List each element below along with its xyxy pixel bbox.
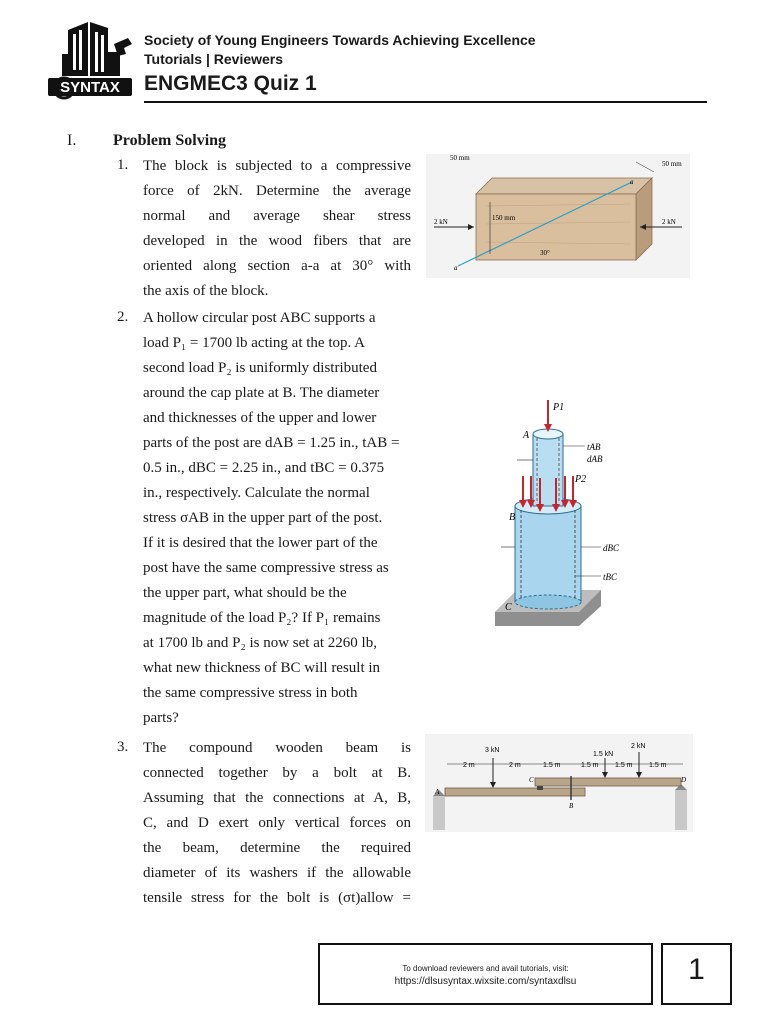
dim-label: 1.5 m <box>543 762 561 769</box>
dim-label: 2 m <box>463 762 475 769</box>
load-3kn-label: 3 kN <box>485 747 500 754</box>
dim-label: 2 m <box>509 762 521 769</box>
label-dab: dAB <box>587 454 603 464</box>
problem-2-line: the upper part, what should be the <box>143 585 347 601</box>
problem-2-line: parts? <box>143 710 179 726</box>
dim-width-label: 50 mm <box>450 154 470 162</box>
problem-3-line: diameter of its washers if the allowable <box>143 865 411 881</box>
problem-1-line: the axis of the block. <box>143 283 269 299</box>
problem-1-line: oriented along section a-a at 30° with <box>143 258 411 274</box>
problem-3-text <box>143 736 411 911</box>
dim-label: 1.5 m <box>649 762 667 769</box>
problem-1-text <box>143 154 411 304</box>
problem-1-line: The block is subjected to a compressive <box>143 158 411 174</box>
dim-height-label: 150 mm <box>492 214 516 222</box>
problem-1-figure <box>426 154 690 278</box>
problem-2-line: magnitude of the load P₂? If P₁ remains <box>143 610 381 626</box>
problem-3-line: C, and D exert only vertical forces on <box>143 815 411 831</box>
problem-3-line: the beam, determine the required <box>143 840 411 856</box>
footer-note: To download reviewers and avail tutorials, visit: <box>402 964 569 973</box>
problem-2-text <box>143 306 411 731</box>
label-b: B <box>569 802 574 810</box>
problem-1-line: force of 2kN. Determine the average <box>143 183 411 199</box>
problem-2-line: the same compressive stress in both <box>143 685 358 701</box>
label-p2: P2 <box>575 474 587 485</box>
section-title: Problem Solving <box>113 132 227 149</box>
label-d: D <box>681 776 687 784</box>
section-label-a: a <box>454 264 458 272</box>
force-left-label: 2 kN <box>434 218 448 226</box>
problem-2-line: 0.5 in., dBC = 2.25 in., and tBC = 0.375 <box>143 460 385 476</box>
problem-2-line: what new thickness of BC will result in <box>143 660 381 676</box>
label-a: A <box>435 788 440 796</box>
problem-2-line: If it is desired that the lower part of the <box>143 535 378 551</box>
problem-2-line: parts of the post are dAB = 1.25 in., tAB = <box>143 435 400 451</box>
problem-2-line: load P₁ = 1700 lb acting at the top. A <box>143 335 365 351</box>
load-2kn-label: 2 kN <box>631 743 646 750</box>
dim-label: 1.5 m <box>615 762 633 769</box>
label-tbc: tBC <box>603 572 618 582</box>
problem-2-figure <box>493 394 641 630</box>
label-c: C <box>505 602 512 613</box>
label-c: C <box>529 776 534 784</box>
angle-label: 30° <box>540 249 550 257</box>
problem-3-line: tensile stress for the bolt is (σt)allow = <box>143 890 411 906</box>
problem-1-number: 1. <box>117 157 129 173</box>
syntax-logo <box>44 18 136 104</box>
dim-label: 1.5 m <box>581 762 599 769</box>
page-title: ENGMEC3 Quiz 1 <box>144 72 317 95</box>
label-b: B <box>509 512 516 523</box>
label-dbc: dBC <box>603 543 620 553</box>
problem-3-line: The compound wooden beam is <box>143 740 411 756</box>
problem-2-line: and thicknesses of the upper and lower <box>143 410 377 426</box>
dim-width-label: 50 mm <box>662 160 682 168</box>
label-a: A <box>523 430 530 441</box>
problem-3-line: Assuming that the connections at A, B, <box>143 790 411 806</box>
problem-2-line: post have the same compressive stress as <box>143 560 389 576</box>
logo-text: SYNTAX <box>60 79 120 96</box>
problem-2-number: 2. <box>117 309 129 325</box>
problem-1-line: developed in the wood fibers that are <box>143 233 411 249</box>
section-label-a: a <box>630 178 634 186</box>
header-subtitle: Tutorials | Reviewers <box>144 51 284 67</box>
syntax-logo-graphic <box>44 18 136 104</box>
footer-url[interactable]: https://dlsusyntax.wixsite.com/syntaxdlsu <box>394 976 577 987</box>
footer-box <box>318 943 653 1005</box>
problem-2-line: second load P₂ is uniformly distributed <box>143 360 377 376</box>
problem-2-line: around the cap plate at B. The diameter <box>143 385 380 401</box>
force-right-label: 2 kN <box>662 218 676 226</box>
label-tab: tAB <box>587 442 601 452</box>
problem-3-figure <box>425 734 693 832</box>
problem-2-line: in., respectively. Calculate the normal <box>143 485 370 501</box>
header-rule <box>144 101 707 103</box>
label-p1: P1 <box>553 402 565 413</box>
section-number: I. <box>67 132 77 149</box>
org-name: Society of Young Engineers Towards Achieving Excellence <box>144 32 536 48</box>
problem-2-line: stress σAB in the upper part of the post. <box>143 510 383 526</box>
problem-2-line: at 1700 lb and P₂ is now set at 2260 lb, <box>143 635 377 651</box>
load-15kn-label: 1.5 kN <box>593 751 614 758</box>
problem-3-number: 3. <box>117 739 129 755</box>
problem-2-line: A hollow circular post ABC supports a <box>143 310 376 326</box>
problem-3-line: connected together by a bolt at B. <box>143 765 411 781</box>
problem-1-line: normal and average shear stress <box>143 208 411 224</box>
page-number: 1 <box>688 953 705 986</box>
